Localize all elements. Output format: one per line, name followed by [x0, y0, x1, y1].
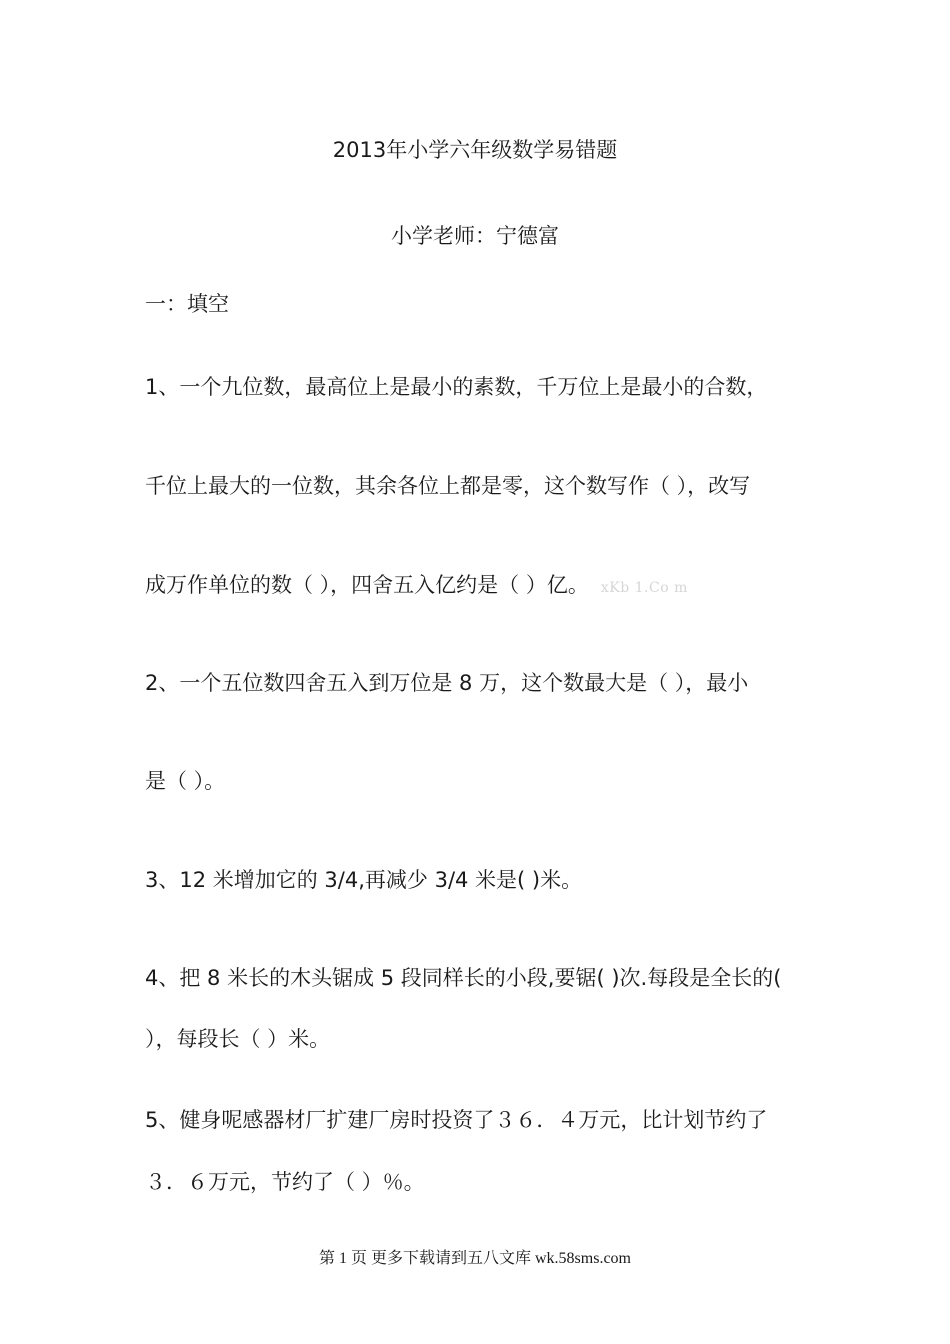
question-3-line-1: 3、12 米增加它的 3/4,再减少 3/4 米是( )米。 — [145, 868, 583, 892]
question-5-line-2: ３．６万元，节约了（ ）％。 — [145, 1170, 425, 1194]
question-1-line-1: 1、一个九位数，最高位上是最小的素数，千万位上是最小的合数， — [145, 375, 768, 399]
question-2-line-1: 2、一个五位数四舍五入到万位是 8 万，这个数最大是（ ），最小 — [145, 671, 749, 695]
question-5-line-1: 5、健身呢感器材厂扩建厂房时投资了３６．４万元，比计划节约了 — [145, 1108, 768, 1132]
author-line: 小学老师：宁德富 — [391, 224, 559, 248]
question-1-line-2: 千位上最大的一位数，其余各位上都是零，这个数写作（ ），改写 — [145, 474, 751, 498]
section-heading: 一：填空 — [145, 292, 229, 316]
watermark-text: xKb 1.Co m — [600, 580, 688, 596]
question-4-line-2: ），每段长（ ）米。 — [145, 1027, 331, 1051]
question-1-line-3 — [145, 570, 688, 603]
page-footer: 第 1 页 更多下载请到五八文库 wk.58sms.com — [318, 1250, 631, 1267]
question-1-line-3-text: 成万作单位的数（ ），四舍五入亿约是（ ）亿。 — [145, 573, 589, 597]
document-title: 2013年小学六年级数学易错题 — [332, 138, 618, 162]
question-4-line-1: 4、把 8 米长的木头锯成 5 段同样长的小段,要锯( )次.每段是全长的( — [145, 966, 782, 990]
question-2-line-2: 是（ ）。 — [145, 769, 226, 793]
